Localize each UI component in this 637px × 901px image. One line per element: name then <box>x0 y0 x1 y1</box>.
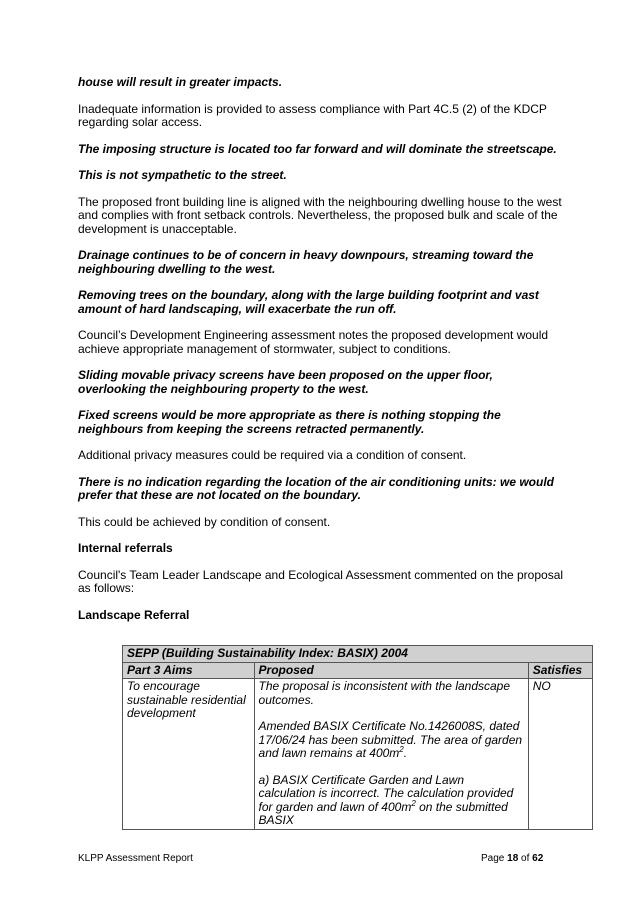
col-header-aims: Part 3 Aims <box>123 662 255 679</box>
submission-quote: There is no indication regarding the location of the air conditioning units: we would prefer that these are not located on the boundary. <box>78 474 555 502</box>
table-title: SEPP (Building Sustainability Index: BASIX) 2004 <box>123 646 593 663</box>
proposed-cell <box>254 679 528 830</box>
submission-quote: Removing trees on the boundary, along with the large building footprint and vast amount of hard landscaping, will exacerbate the run off. <box>78 288 539 316</box>
footer-report-name: KLPP Assessment Report <box>78 853 193 864</box>
report-body <box>78 76 564 622</box>
proposed-paragraph: The proposal is inconsistent with the landscape outcomes. <box>258 679 511 707</box>
submission-quote: house will result in greater impacts. <box>78 75 283 89</box>
submission-quote: Fixed screens would be more appropriate as there is nothing stopping the neighbours from keeping the screens retracted permanently. <box>78 408 501 436</box>
footer-page-number: Page 18 of 62 <box>481 853 544 864</box>
aim-cell: To encourage sustainable residential development <box>123 679 255 830</box>
submission-quote: Sliding movable privacy screens have been proposed on the upper floor, overlooking the neighbouring property to the west. <box>78 368 493 396</box>
proposed-paragraph: Amended BASIX Certificate No.1426008S, dated 17/06/24 has been submitted. The area of garden and lawn remains at $400m^2$. <box>258 719 523 760</box>
assessment-paragraph: The proposed front building line is aligned with the neighbouring dwelling house to the west and complies with front setback controls. Nevertheless, the proposed bulk and scale of the development is unacceptable. <box>78 194 562 236</box>
assessment-paragraph: Inadequate information is provided to assess compliance with Part 4C.5 (2) of the KDCP regarding solar access. <box>78 101 547 129</box>
assessment-paragraph: Council’s Development Engineering assessment notes the proposed development would achieve appropriate management of stormwater, subject to conditions. <box>78 328 549 356</box>
col-header-satisfies: Satisfies <box>528 662 592 679</box>
table-row <box>123 679 593 830</box>
proposed-paragraph: a) BASIX Certificate Garden and Lawn calculation is incorrect. The calculation provided for garden and lawn of $400m^2$ on the submitted BASIX <box>258 772 514 827</box>
basix-table <box>122 645 593 830</box>
section-heading: Internal referrals <box>78 541 173 555</box>
submission-quote: Drainage continues to be of concern in heavy downpours, streaming toward the neighbouring dwelling to the west. <box>78 248 534 276</box>
submission-quote: The imposing structure is located too far forward and will dominate the streetscape. <box>78 141 557 156</box>
submission-quote: This is not sympathetic to the street. <box>78 168 287 182</box>
assessment-paragraph: This could be achieved by condition of consent. <box>78 514 331 529</box>
col-header-proposed: Proposed <box>254 662 528 679</box>
satisfies-cell: NO <box>528 679 592 830</box>
assessment-paragraph: Council's Team Leader Landscape and Ecological Assessment commented on the proposal as follows: <box>78 567 564 595</box>
assessment-paragraph: Additional privacy measures could be required via a condition of consent. <box>78 448 467 462</box>
section-heading: Landscape Referral <box>78 607 190 622</box>
